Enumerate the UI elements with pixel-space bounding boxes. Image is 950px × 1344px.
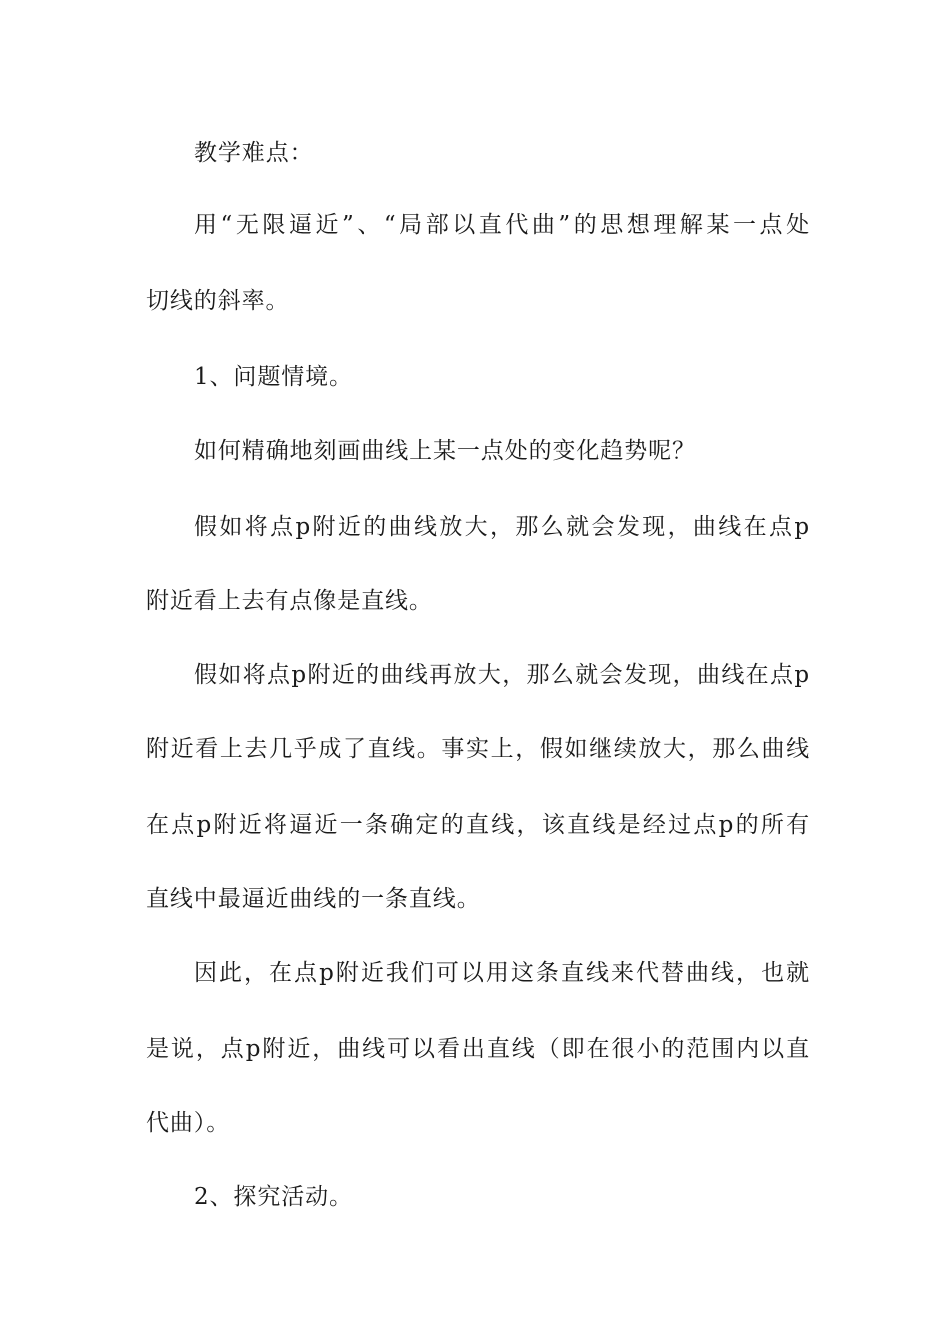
paragraph-line: 用“无限逼近”、“局部以直代曲”的思想理解某一点处: [194, 212, 810, 238]
paragraph-line: 是说，点p附近，曲线可以看出直线（即在很小的范围内以直: [146, 1036, 810, 1062]
paragraph-line: 假如将点p附近的曲线再放大，那么就会发现，曲线在点p: [194, 662, 810, 688]
heading-teaching-difficulty: 教学难点：: [194, 140, 314, 166]
paragraph-line: 在点p附近将逼近一条确定的直线，该直线是经过点p的所有: [146, 812, 810, 838]
paragraph-line: 附近看上去几乎成了直线。事实上，假如继续放大，那么曲线: [146, 736, 810, 762]
paragraph-line: 如何精确地刻画曲线上某一点处的变化趋势呢？: [194, 438, 696, 464]
paragraph-line: 假如将点p附近的曲线放大，那么就会发现，曲线在点p: [194, 514, 810, 540]
section-heading-exploration-activity: 2、探究活动。: [194, 1184, 353, 1210]
paragraph-line: 切线的斜率。: [146, 288, 290, 314]
paragraph-line: 代曲）。: [146, 1110, 231, 1136]
section-heading-problem-situation: 1、问题情境。: [194, 364, 353, 390]
paragraph-line: 因此，在点p附近我们可以用这条直线来代替曲线，也就: [194, 960, 810, 986]
paragraph-line: 直线中最逼近曲线的一条直线。: [146, 886, 481, 912]
paragraph-line: 附近看上去有点像是直线。: [146, 588, 433, 614]
